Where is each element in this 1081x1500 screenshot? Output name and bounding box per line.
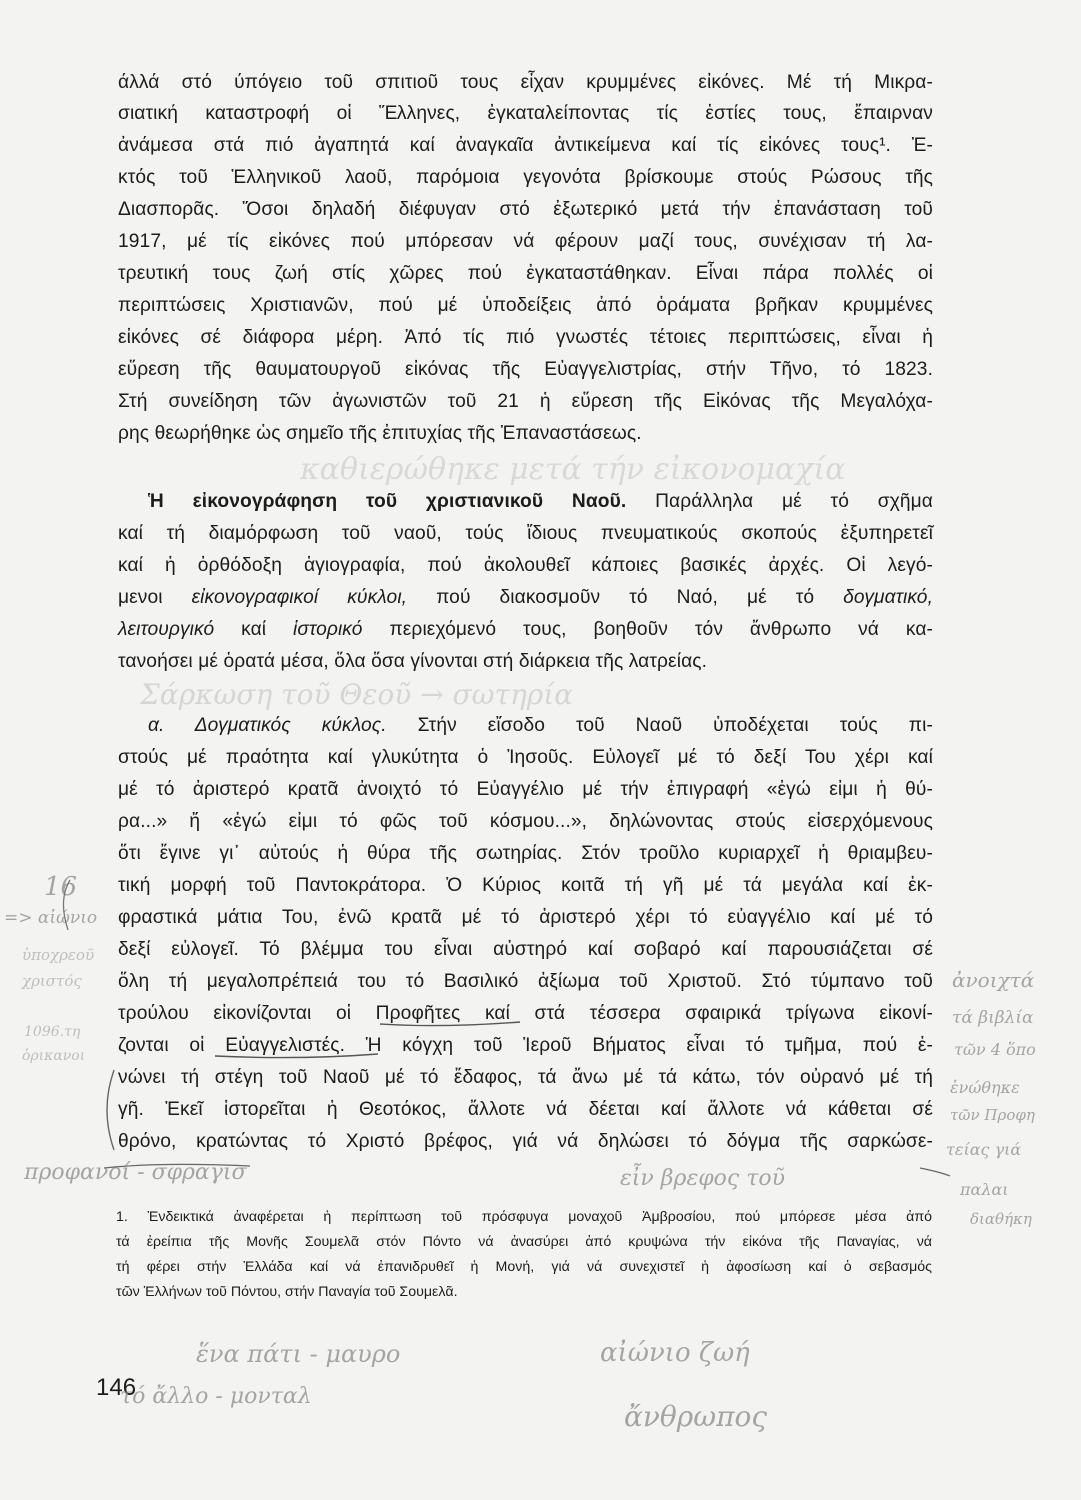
body-line: καί ἡ ὀρθόδοξη ἁγιογραφία, πού ἀκολουθεῖ κάποιες βασικές ἀρχές. Οἱ λεγό- [118,555,933,576]
body-line: ρα...» ἤ «ἐγώ εἰμι τό φῶς τοῦ κόσμου...», δηλώνοντας στούς εἰσερχόμενους [118,811,933,832]
body-text: μενοι [118,587,163,608]
body-line: ἀνάμεσα στά πιό ἀγαπητά καί ἀναγκαῖα ἀντικείμενα καί τίς εἰκόνες τους¹. Ἐ- [118,135,933,156]
body-text: καί [241,619,267,640]
underline-stroke [380,1022,520,1026]
body-line: στούς μέ πραότητα καί γλυκύτητα ὁ Ἰησοῦς. Εὐλογεῖ μέ τό δεξί Του χέρι καί [118,747,933,768]
body-line: σιατική καταστροφή οἱ Ἕλληνες, ἐγκαταλείποντας τίς ἑστίες τους, ἔπαιρναν [118,103,933,124]
bracket-stroke [63,880,70,930]
handwritten-note: παλαι [960,1180,1009,1199]
body-line: άλλά στό ύπόγειο τοῦ σπιτιοῦ τους εἶχαν κρυμμένες εἰκόνες. Μέ τή Μικρα- [118,72,933,93]
handwritten-note: χριστός [22,972,82,990]
handwritten-note: αἰώνιο ζωή [600,1338,750,1368]
handwritten-note: προφανοί - σφραγισ [24,1160,247,1185]
body-line: Στή συνείδηση τῶν ἀγωνιστῶν τοῦ 21 ἡ εὕρεση τῆς Εἰκόνας τῆς Μεγαλόχα- [118,391,933,412]
body-text: πού διακοσμοῦν τό Ναό, μέ τό [436,587,815,608]
underline-stroke [920,1168,950,1176]
handwritten-note: Σάρκωση τοῦ Θεοῦ → σωτηρία [140,678,574,711]
handwritten-note: τά βιβλία [952,1008,1034,1028]
body-line: κτός τοῦ Ἑλληνικοῦ λαοῦ, παρόμοια γεγονότα βρίσκουμε στούς Ρώσους τῆς [118,167,933,188]
body-text: Παράλληλα μέ τό σχῆμα [655,491,933,512]
body-line: εἰκόνες σέ διάφορα μέρη. Ἀπό τίς πιό γνωστές τέτοιες περιπτώσεις, εἶναι ἡ [118,327,933,348]
body-line: ὅτι ἔγινε γι᾽ αὐτούς ἡ θύρα τῆς σωτηρίας. Στόν τροῦλο κυριαρχεῖ ἡ θριαμβευ- [118,843,933,864]
handwritten-note: ὑποχρεοῦ [22,946,95,964]
body-line: δεξί εὐλογεῖ. Τό βλέμμα του εἶναι αὐστηρό καί σοβαρό καί παρουσιάζεται σέ [118,939,933,960]
body-line: φραστικά μάτια Του, ἐνῶ κρατᾶ μέ τό ἀριστερό χέρι τό εὐαγγέλιο καί μέ τό [118,907,933,928]
body-line: μέ τό ἀριστερό κρατᾶ ἀνοιχτό τό Εὐαγγέλιο μέ τήν ἐπιγραφή «ἐγώ εἰμι ἡ θύ- [118,779,933,800]
body-line: τρούλου εἰκονίζονται οἱ Προφῆτες καί στά τέσσερα σφαιρικά τρίγωνα εἰκονί- [118,1003,933,1024]
footnote-line: τῶν Ἑλλήνων τοῦ Πόντου, στήν Παναγία τοῦ Σουμελᾶ. [116,1284,458,1300]
handwritten-note: τῶν Προφη [950,1106,1035,1124]
body-text: περιεχόμενό τους, βοηθοῦν τόν ἄνθρωπο νά κα- [389,619,934,640]
italic-term: ἱστορικό [293,619,363,640]
page-number: 146 [96,1374,137,1401]
handwritten-note: => αἰώνιο [4,908,98,928]
handwritten-note: τείας γιά [946,1140,1022,1159]
body-line: ὅλη τή μεγαλοπρέπειά του τό Βασιλικό ἀξίωμα τοῦ Χριστοῦ. Στό τύμπανο τοῦ [118,971,933,992]
handwritten-note: ἑνώθηκε [950,1078,1020,1097]
body-line: γῆ. Ἐκεῖ ἱστορεῖται ἡ Θεοτόκος, ἄλλοτε νά δέεται καί ἄλλοτε νά κάθεται σέ [118,1099,933,1120]
body-line: εὕρεση τῆς θαυματουργοῦ εἰκόνας τῆς Εὐαγγελιστρίας, στήν Τῆνο, τό 1823. [118,359,933,380]
body-line: τανοήσει μέ ὁρατά μέσα, ὅλα ὅσα γίνονται στή διάρκεια τῆς λατρείας. [118,651,708,672]
bracket-stroke [107,1070,114,1150]
body-line: ζονται οἱ Εὐαγγελιστές. Ἡ κόγχη τοῦ Ἱεροῦ Βήματος εἶναι τό τμῆμα, πού ἑ- [118,1035,933,1056]
handwritten-note: ἕνα πάτι - μαυρο [196,1340,401,1368]
body-line: καί τή διαμόρφωση τοῦ ναοῦ, τούς ἴδιους πνευματικούς σκοπούς ἐξυπηρετεῖ [118,523,933,544]
body-line: περιπτώσεις Χριστιανῶν, πού μέ ὑποδείξεις ἀπό ὁράματα βρῆκαν κρυμμένες [118,295,933,316]
italic-term: δογματικό, [843,587,934,608]
footnote-line: 1. Ἐνδεικτικά ἀναφέρεται ἡ περίπτωση τοῦ πρόσφυγα μοναχοῦ Ἀμβροσίου, πού μπόρεσε μέσα ἀπό [116,1209,932,1225]
body-text: Στήν εἴσοδο τοῦ Ναοῦ ὑποδέχεται τούς πι- [417,715,933,736]
footnote-line: τή φέρει στήν Ἑλλάδα καί νά ἐπανιδρυθεῖ ἡ Μονή, γιά νά συνεχιστεῖ ἡ ἀφοσίωση καί ὁ σεβασμός [116,1259,932,1275]
footnote-line: τά ἐρείπια τῆς Μονῆς Σουμελᾶ στόν Πόντο νά ἀνασύρει ἀπό κρυψώνα τήν εἰκόνα τῆς Παναγίας, νά [116,1234,932,1250]
body-line: τρευτική τους ζωή στίς χῶρες πού ἐγκαταστάθηκαν. Εἶναι πάρα πολλές οἱ [118,263,933,284]
body-line: 1917, μέ τίς εἰκόνες πού μπόρεσαν νά φέρουν μαζί τους, συνέχισαν τή λα- [118,231,933,252]
underline-stroke [215,1054,378,1058]
handwritten-note: ἄνθρωπος [624,1400,768,1433]
handwritten-note: διαθήκη [970,1210,1032,1228]
body-line: Διασπορᾶς. Ὅσοι δηλαδή διέφυγαν στό ἐξωτερικό μετά τήν ἐπανάσταση τοῦ [118,199,933,220]
body-line: νώνει τή στέγη τοῦ Ναοῦ μέ τό ἔδαφος, τά ἄνω μέ τά κάτω, τόν οὐρανό μέ τή [118,1067,933,1088]
handwritten-note: ἀνοιχτά [952,968,1035,992]
section-heading: α. Δογματικός κύκλος. [148,715,387,736]
section-heading: Ἡ εἰκονογράφηση τοῦ χριστιανικοῦ Ναοῦ. [148,491,627,512]
handwritten-note: τῶν 4 ὅπο [954,1040,1036,1059]
underline-stroke [104,1164,250,1168]
italic-term: εἰκονογραφικοί κύκλοι, [191,587,408,608]
handwritten-note: 1096.τη [24,1024,81,1040]
body-line: ρης θεωρήθηκε ὡς σημεῖο τῆς ἐπιτυχίας τῆς Ἐπαναστάσεως. [118,423,642,444]
body-line: θρόνο, κρατώντας τό Χριστό βρέφος, γιά νά δηλώσει τό δόγμα τῆς σαρκώσε- [118,1131,933,1152]
body-line: τική μορφή τοῦ Παντοκράτορα. Ὁ Κύριος κοιτᾶ τή γῆ μέ τά μεγάλα καί ἐκ- [118,875,933,896]
handwritten-note: ὁρικανοι [22,1048,86,1064]
handwritten-note: 16 [44,872,78,902]
handwritten-note: τό ἄλλο - μονταλ [120,1384,312,1409]
italic-term: λειτουργικό [118,619,215,640]
handwritten-note: καθιερώθηκε μετά τήν εἰκονομαχία [300,452,846,487]
handwritten-note: εἶν βρεφος τοῦ [620,1166,786,1191]
